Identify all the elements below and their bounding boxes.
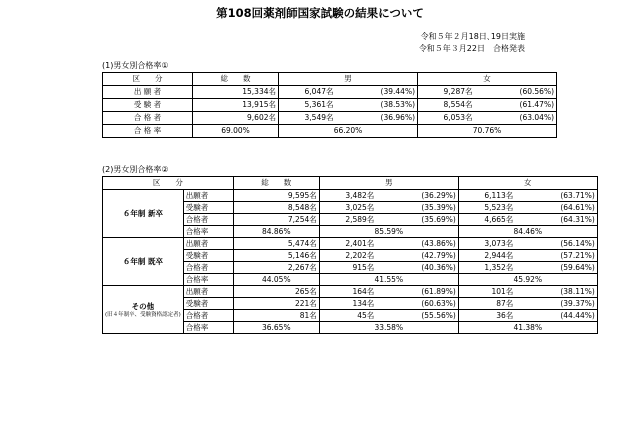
female-rate: 45.92% [458,274,597,286]
male-percent: (38.53%) [336,99,418,112]
female-percent: (44.44%) [515,310,597,322]
male-percent: (35.39%) [376,202,458,214]
male-percent: (39.44%) [336,86,418,99]
male-count: 2,589名 [319,214,376,226]
male-percent: (36.96%) [336,112,418,125]
female-count: 8,554名 [418,99,475,112]
male-count: 3,549名 [279,112,336,125]
row-label: 出 願 者 [103,86,193,99]
row-label: 合格率 [183,274,233,286]
total-count: 8,548名 [233,202,319,214]
female-percent: (59.64%) [515,262,597,274]
group-label [103,190,184,238]
row-label: 受験者 [183,250,233,262]
total-count: 5,474名 [233,238,319,250]
row-label: 合格者 [183,310,233,322]
group-label [103,286,184,334]
row-label: 合格率 [183,226,233,238]
section2-heading: (2)男女別合格率② [102,165,169,174]
group-label [103,238,184,286]
female-percent: (63.71%) [515,190,597,202]
male-rate: 66.20% [279,125,418,138]
total-rate: 44.05% [233,274,319,286]
total-count: 13,915名 [193,99,279,112]
male-count: 915名 [319,262,376,274]
header-female: 女 [418,73,557,86]
header-category: 区 分 [103,73,193,86]
gender-pass-rate-table-2 [102,176,598,334]
male-percent: (43.86%) [376,238,458,250]
female-rate: 70.76% [418,125,557,138]
total-count: 81名 [233,310,319,322]
table-row [103,190,598,202]
row-label: 合格者 [183,262,233,274]
male-rate: 85.59% [319,226,458,238]
female-percent: (64.61%) [515,202,597,214]
total-count: 7,254名 [233,214,319,226]
pass-rate-row [103,125,557,138]
row-label: 合格者 [183,214,233,226]
row-label: 受験者 [183,298,233,310]
group-name: ６年制 新卒 [122,209,163,218]
female-count: 87名 [458,298,515,310]
male-count: 6,047名 [279,86,336,99]
female-percent: (61.47%) [475,99,557,112]
total-count: 9,602名 [193,112,279,125]
header-female: 女 [458,177,597,190]
table-row [103,238,598,250]
gender-pass-rate-table-1 [102,72,557,138]
row-label: 合 格 者 [103,112,193,125]
group-name: その他 [131,301,155,311]
male-percent: (61.89%) [376,286,458,298]
page-title: 第108回薬剤師国家試験の結果について [216,6,424,20]
male-percent: (55.56%) [376,310,458,322]
male-rate: 33.58% [319,322,458,334]
female-count: 6,113名 [458,190,515,202]
header-male: 男 [279,73,418,86]
female-count: 5,523名 [458,202,515,214]
group-name: ６年制 既卒 [122,257,163,266]
header-category: 区 分 [103,177,234,190]
total-count: 221名 [233,298,319,310]
row-label: 合 格 率 [103,125,193,138]
female-rate: 41.38% [458,322,597,334]
header-total: 総 数 [193,73,279,86]
row-label: 出願者 [183,190,233,202]
female-percent: (38.11%) [515,286,597,298]
female-rate: 84.46% [458,226,597,238]
female-count: 6,053名 [418,112,475,125]
male-rate: 41.55% [319,274,458,286]
male-count: 134名 [319,298,376,310]
female-count: 1,352名 [458,262,515,274]
total-count: 265名 [233,286,319,298]
male-percent: (35.69%) [376,214,458,226]
male-percent: (42.79%) [376,250,458,262]
row-label: 出願者 [183,286,233,298]
row-label: 合格率 [183,322,233,334]
female-count: 9,287名 [418,86,475,99]
female-percent: (63.04%) [475,112,557,125]
table-row [103,99,557,112]
female-percent: (56.14%) [515,238,597,250]
total-rate: 36.65% [233,322,319,334]
male-count: 3,482名 [319,190,376,202]
header-total: 総 数 [233,177,319,190]
announcement-date: 令和５年３月22日 合格発表 [418,44,525,53]
row-label: 受験者 [183,202,233,214]
total-rate: 69.00% [193,125,279,138]
total-count: 5,146名 [233,250,319,262]
female-percent: (60.56%) [475,86,557,99]
exam-date: 令和５年２月18日､19日実施 [420,32,525,41]
male-count: 2,401名 [319,238,376,250]
row-label: 出願者 [183,238,233,250]
section1-heading: (1)男女別合格率① [102,61,169,70]
female-count: 3,073名 [458,238,515,250]
female-percent: (64.31%) [515,214,597,226]
male-percent: (60.63%) [376,298,458,310]
female-percent: (57.21%) [515,250,597,262]
male-count: 3,025名 [319,202,376,214]
total-count: 9,595名 [233,190,319,202]
female-count: 2,944名 [458,250,515,262]
male-count: 2,202名 [319,250,376,262]
table-row [103,86,557,99]
female-count: 4,665名 [458,214,515,226]
male-percent: (36.29%) [376,190,458,202]
female-percent: (39.37%) [515,298,597,310]
row-label: 受 験 者 [103,99,193,112]
male-count: 164名 [319,286,376,298]
header-male: 男 [319,177,458,190]
male-count: 45名 [319,310,376,322]
female-count: 101名 [458,286,515,298]
table-row [103,112,557,125]
total-rate: 84.86% [233,226,319,238]
total-count: 2,267名 [233,262,319,274]
table-row [103,286,598,298]
male-count: 5,361名 [279,99,336,112]
female-count: 36名 [458,310,515,322]
male-percent: (40.36%) [376,262,458,274]
total-count: 15,334名 [193,86,279,99]
group-note: (旧４年制卒、受験資格認定者) [105,311,181,318]
